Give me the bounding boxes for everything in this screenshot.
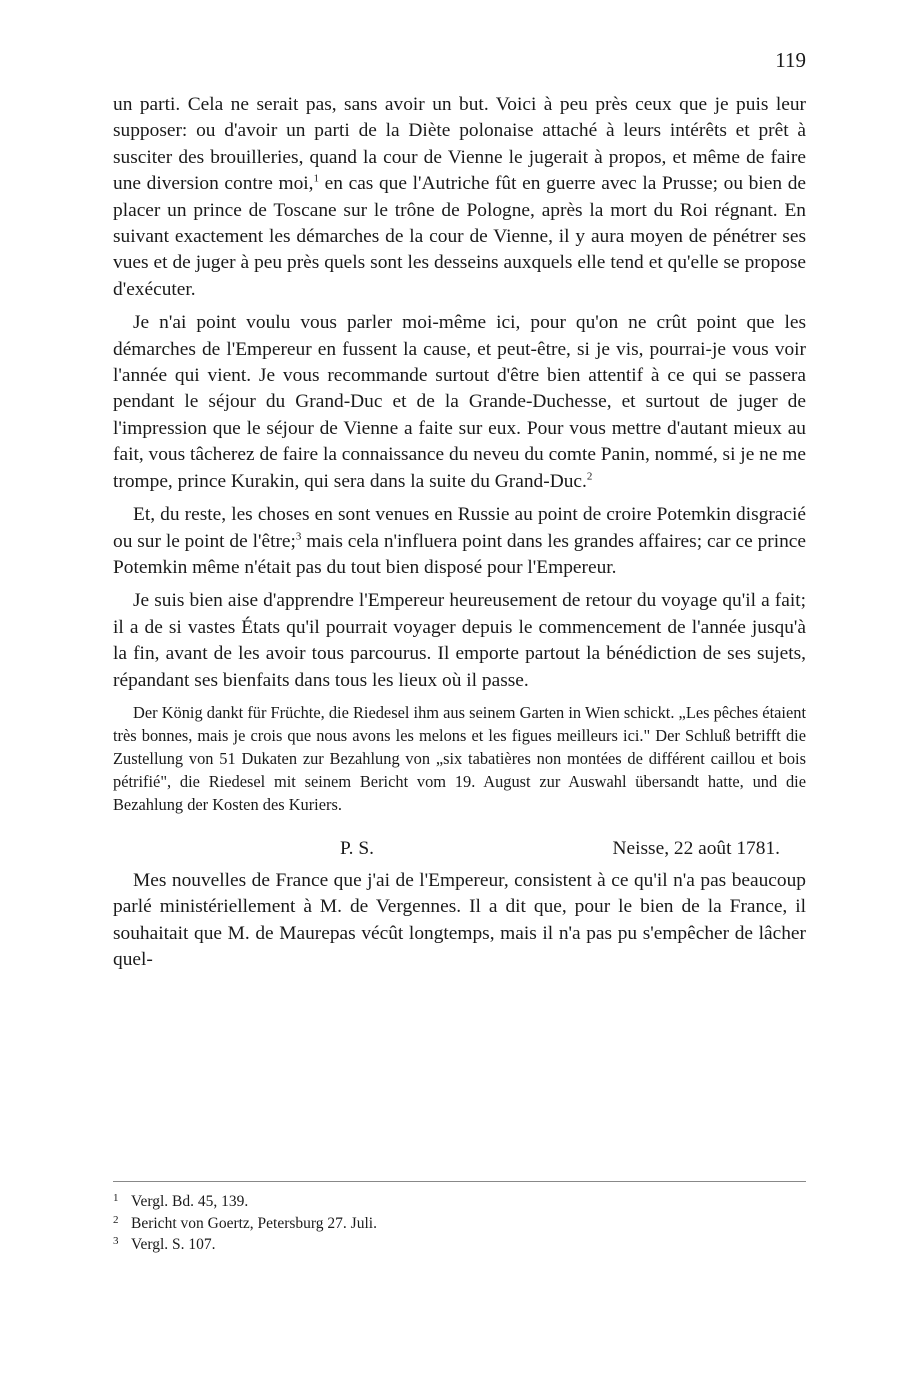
postscript-date: Neisse, 22 août 1781. xyxy=(612,837,780,859)
footnote-text: Bericht von Goertz, Petersburg 27. Juli. xyxy=(131,1214,377,1232)
paragraph-3 xyxy=(113,502,806,581)
postscript-heading xyxy=(113,838,806,868)
footnote-ref-1: 1 xyxy=(313,172,320,185)
postscript-text: Mes nouvelles de France que j'ai de l'Empereur, consistent à ce qu'il n'a pas beaucoup parlé ministériellement à M. de Vergennes. Il a dit que, pour le bien de la France, il souhaitait que M. de Maurepas vécût longtemps, mais il n'a pas pu s'empêcher de lâcher quel- xyxy=(113,869,806,971)
postscript-label: P. S. xyxy=(340,837,374,859)
paragraph-2 xyxy=(113,310,806,495)
paragraph-1-text: un parti. Cela ne serait pas, sans avoir un but. Voici à peu près ceux que je puis leur supposer: ou d'avoir un parti de la Diète polonaise attaché à leurs intérêts et prêt à susciter des brouilleries, quand la cour de Vienne le jugerait à propos, et même de faire une diversion contre moi, xyxy=(113,94,806,195)
footnote-ref-3: 3 xyxy=(295,530,302,543)
paragraph-4: Je suis bien aise d'apprendre l'Empereur heureusement de retour du voyage qu'il a fait; il a de si vastes États qu'il pourrait voyager depuis le commencement de l'année jusqu'à la fin, avant de les avoir tous parcourus. Il emporte partout la bénédiction de ses sujets, répandant ses bienfaits dans tous les lieux où il passe. xyxy=(113,590,806,691)
paragraph-3-continuation: mais cela n'influera point dans les grandes affaires; car ce prince Potemkin même n'était pas du tout bien disposé pour l'Empereur. xyxy=(113,530,807,578)
paragraph-1 xyxy=(113,92,806,303)
footnote-2 xyxy=(113,1214,806,1236)
editor-note: Der König dankt für Früchte, die Riedesel ihm aus seinem Garten in Wien schickt. „Les pêches étaient très bonnes, mais je crois que nous avons les melons et les figues meilleurs ici." Der Schluß betrifft die Zustellung von 51 Dukaten zur Bezahlung von „six tabatières non montées de différent caillou et bois pétrifié", die Riedesel mit seinem Bericht vom 19. August zur Auswahl übersandt hatte, und die Bezahlung der Kosten des Kuriers. xyxy=(113,702,806,814)
footnotes xyxy=(113,1192,806,1257)
footnote-mark: 1 xyxy=(113,1192,119,1204)
footnote-mark: 3 xyxy=(113,1235,119,1247)
footnote-text: Vergl. Bd. 45, 139. xyxy=(131,1193,249,1210)
footnote-ref-2: 2 xyxy=(586,470,593,483)
footnote-3 xyxy=(113,1235,806,1257)
paragraph-1-continuation: en cas que l'Autriche fût en guerre avec la Prusse; ou bien de placer un prince de Toscane sur le trône de Pologne, après la mort du Roi régnant. En suivant exactement les démarches de la cour de Vienne, il y aura moyen de pénétrer ses vues et de juger à peu près quels sont les desseins auxquels elle tend et qu'elle se propose d'exécuter. xyxy=(113,173,807,300)
footnote-text: Vergl. S. 107. xyxy=(131,1236,216,1253)
footnote-1 xyxy=(113,1192,806,1214)
paragraph-2-text: Je n'ai point voulu vous parler moi-même ici, pour qu'on ne crût point que les démarches de l'Empereur en fussent la cause, et peut-être, si je vis, pourrai-je vous voir l'année qui vient. Je vous recommande surtout d'être bien attentif à ce qui se passera pendant le séjour du Grand-Duc et de la Grande-Duchesse, et surtout de juger de l'impression que le séjour de Vienne a faite sur eux. Pour vous mettre d'autant mieux au fait, vous tâcherez de faire la connaissance du neveu du comte Panin, nommé, si je ne me trompe, prince Kurakin, qui sera dans la suite du Grand-Duc. xyxy=(113,312,806,492)
page-number: 119 xyxy=(775,48,806,72)
footnote-mark: 2 xyxy=(113,1213,119,1226)
footnote-divider xyxy=(113,1181,806,1182)
paragraph-3-text: Et, du reste, les choses en sont venues en Russie au point de croire Potemkin disgracié ou sur le point de l'être; xyxy=(113,504,806,552)
letter-body xyxy=(113,92,806,981)
